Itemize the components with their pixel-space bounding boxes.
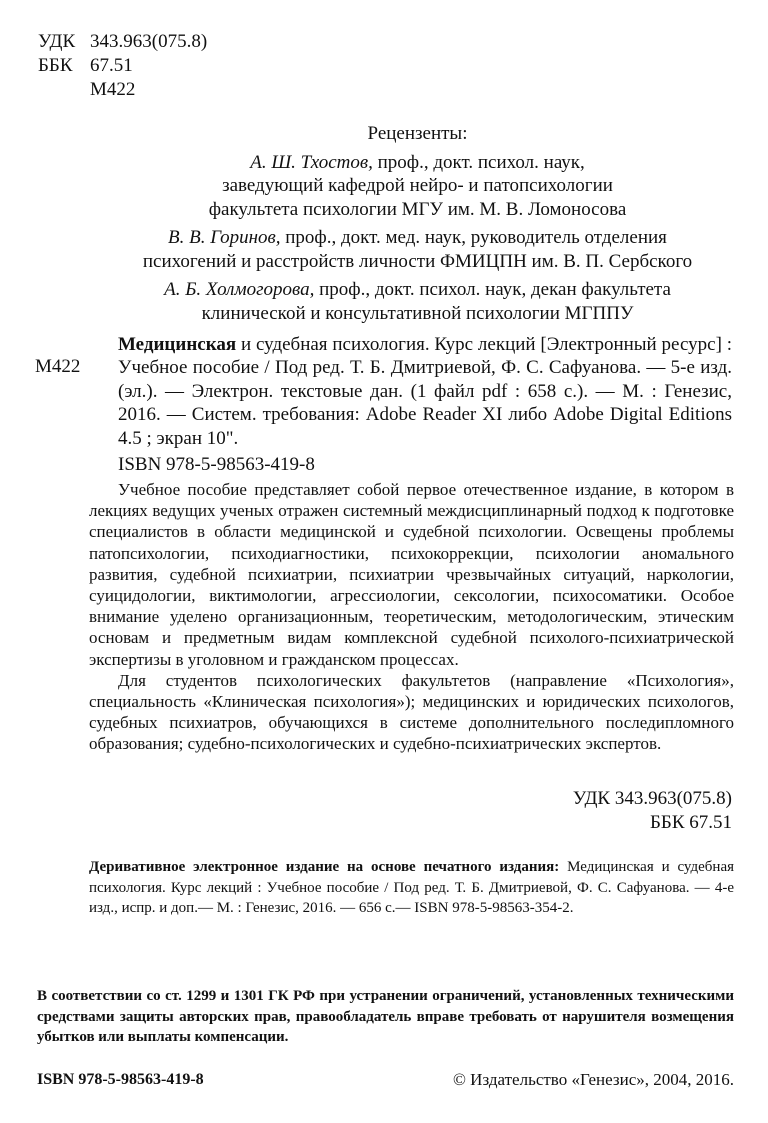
reviewer-name: А. Б. Холмогорова, — [164, 279, 315, 300]
bbk-label: ББК — [38, 55, 73, 76]
footer-isbn: ISBN 978-5-98563-419-8 — [37, 1071, 204, 1088]
bbk-code: ББК 67.51 — [650, 811, 732, 833]
reviewer-2: В. В. Горинов, проф., докт. мед. наук, руководитель отделения психогений и расстройств личности ФМИЦПН им. В. П. Сербского — [142, 227, 693, 272]
legal-notice: В соответствии со ст. 1299 и 1301 ГК РФ при устранении ограничений, установленных техническими средствами защиты авторских прав, правообладатель вправе требовать от нарушителя возмещения убытков или выплаты компенсации. — [37, 988, 734, 1045]
classification-codes — [400, 787, 732, 834]
bbk-value: 67.51 — [90, 55, 133, 76]
annotation — [89, 479, 734, 755]
reviewer-3: А. Б. Холмогорова, проф., докт. психол. наук, декан факультета клинической и консультативной психологии МГППУ — [164, 279, 671, 324]
record-isbn: ISBN 978-5-98563-419-8 — [118, 454, 315, 475]
reviewer-name: В. В. Горинов, — [168, 227, 281, 248]
derivative-note-text: Медицинская и судебная психология. Курс лекций : Учебное пособие / Под ред. Т. Б. Дмитриевой, Ф. С. Сафуанова. — 4-е изд., испр. и доп.— М. : Генезис, 2016. — 656 с.— ISBN 978-5-98563-354-2. — [89, 859, 734, 916]
bbk-row — [38, 54, 207, 78]
author-mark-row — [38, 78, 207, 102]
copyright: © Издательство «Генезис», 2004, 2016. — [453, 1070, 734, 1089]
annotation-paragraph: Для студентов психологических факультетов (направление «Психология», специальность «Клиническая психология»); медицинских и юридических психологов, судебных психиатров, обучающихся в системе дополнительного последипломного образования; судебно-психологических и судебно-психиатрических экспертов. — [89, 670, 734, 754]
classification-header — [38, 30, 207, 102]
annotation-paragraph: Учебное пособие представляет собой первое отечественное издание, в котором в лекциях ведущих ученых отражен системный междисциплинарный подход к подготовке специалистов в области медицинской и судебной психологии. Освещены проблемы патопсихологии, психодиагностики, психокоррекции, психологии аномального развития, судебной психиатрии, психиатрии чрезвычайных ситуаций, наркологии, суицидологии, виктимологии, агрессиологии, сексологии, психосоматики. Особое внимание уделено организационным, теоретическим, методологическим, этическим основам и предметным видам комплексной судебной психолого-психиатрической экспертизы в уголовном и гражданском процессах. — [89, 480, 734, 669]
udk-code: УДК 343.963(075.8) — [572, 788, 732, 809]
reviewers-title: Рецензенты: — [367, 123, 468, 144]
reviewer-1: А. Ш. Тхостов, проф., докт. психол. наук, заведующий кафедрой нейро- и патопсихологии факультета психологии МГУ им. М. В. Ломоносова — [208, 151, 627, 220]
derivative-note — [89, 857, 734, 919]
author-mark: М422 — [90, 79, 136, 100]
record-title: Медицинская — [118, 334, 237, 355]
udk-value: 343.963(075.8) — [90, 31, 208, 52]
reviewer-name: А. Ш. Тхостов, — [250, 151, 373, 173]
bibliographic-record — [118, 333, 732, 450]
udk-label: УДК — [38, 31, 76, 52]
record-text: и судебная психология. Курс лекций [Электронный ресурс] : Учебное пособие / Под ред. Т. Б. Дмитриевой, Ф. С. Сафуанова. — 5-е изд. (эл.). — Электрон. текстовые дан. (1 файл pdf : 658 с.). — М. : Генезис, 2016. — Систем. требования: Adobe Reader XI либо Adobe Digital Editions 4.5 ; экран 10". — [118, 334, 732, 449]
udk-row — [38, 30, 207, 54]
record-code: М422 — [35, 356, 81, 377]
derivative-note-label: Деривативное электронное издание на основе печатного издания: — [89, 859, 560, 875]
reviewers-block — [70, 122, 765, 325]
